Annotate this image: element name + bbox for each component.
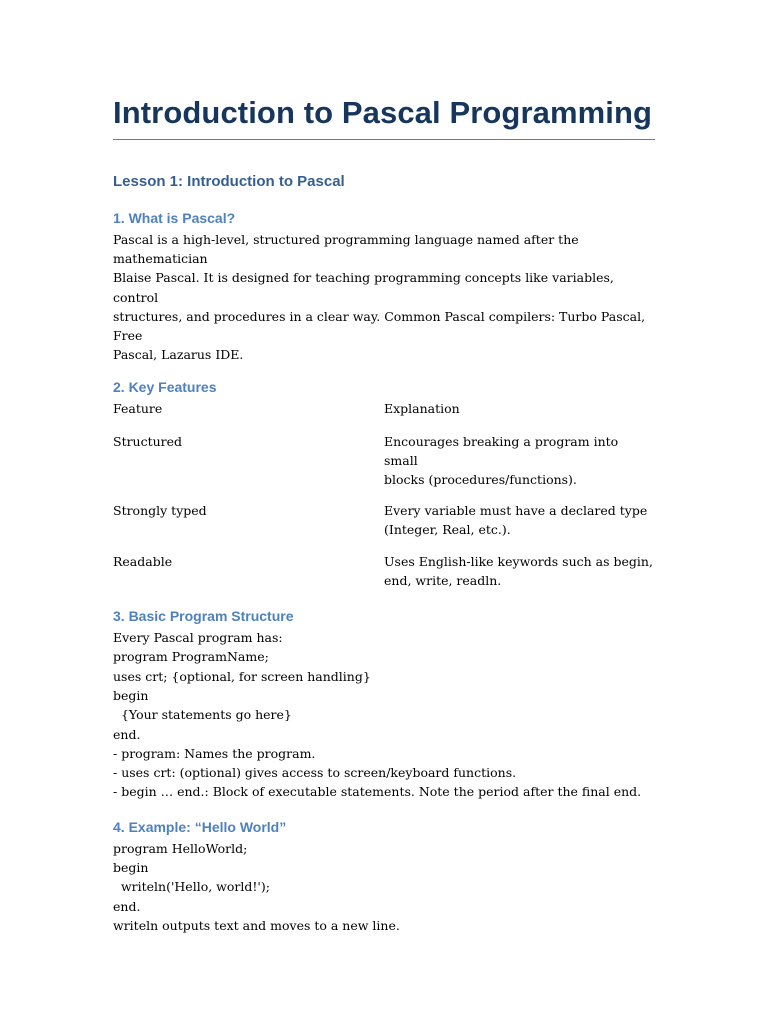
section-body [113,628,655,802]
explanation-line: Uses English-like keywords such as begin, [384,553,653,569]
table-row [113,419,655,490]
table-header-cell: Explanation [384,401,460,417]
table-cell-explanation [384,489,655,539]
section-basic-structure [113,606,655,802]
document-page [113,92,655,935]
section-key-features [113,377,655,590]
section-body [113,230,655,364]
table-cell-feature: Readable [113,553,173,569]
section-heading: 4. Example: “Hello World” [113,818,287,835]
section-what-is-pascal [113,208,655,364]
text-line: - begin … end.: Block of executable statements. Note the period after the final end. [113,784,642,800]
table-cell-feature: Strongly typed [113,503,207,519]
table-cell-explanation [384,540,655,590]
section-heading: 3. Basic Program Structure [113,608,294,625]
text-line: - program: Names the program. [113,745,316,761]
table-row [113,540,655,590]
explanation-line: (Integer, Real, etc.). [384,522,511,538]
code-line: uses crt; {optional, for screen handling} [113,668,371,684]
text-line: - uses crt: (optional) gives access to screen/keyboard functions. [113,765,517,781]
lesson-heading: Lesson 1: Introduction to Pascal [113,173,345,190]
code-line: writeln('Hello, world!'); [113,879,270,895]
section-heading: 1. What is Pascal? [113,210,236,226]
explanation-line: Every variable must have a declared type [384,503,648,519]
paragraph-line: Pascal, Lazarus IDE. [113,347,244,363]
paragraph-line: Blaise Pascal. It is designed for teaching programming concepts like variables, control [113,270,618,305]
features-table [113,399,655,590]
section-heading: 2. Key Features [113,379,217,396]
section-body [113,839,655,935]
explanation-line: Encourages breaking a program into small [384,433,619,468]
text-line: writeln outputs text and moves to a new line. [113,917,400,933]
paragraph-line: structures, and procedures in a clear way. Common Pascal compilers: Turbo Pascal, Free [113,308,650,344]
code-line: {Your statements go here} [113,707,292,723]
document-title: Introduction to Pascal Programming [113,95,653,130]
explanation-line: blocks (procedures/functions). [384,472,577,488]
explanation-line: end, write, readln. [384,572,502,588]
code-line: end. [113,898,141,914]
code-line: begin [113,860,149,876]
code-line: begin [113,687,149,703]
table-cell-feature: Structured [113,433,183,449]
table-row [113,489,655,539]
table-cell-explanation [384,419,655,490]
code-line: end. [113,726,141,742]
code-line: program ProgramName; [113,649,269,665]
paragraph-line: Pascal is a high-level, structured programming language named after the mathematician [113,232,583,267]
section-hello-world [113,817,655,935]
title-underline [113,139,655,140]
table-header-cell: Feature [113,401,163,417]
code-line: program HelloWorld; [113,840,248,856]
table-header-row [113,399,655,418]
text-line: Every Pascal program has: [113,630,283,646]
